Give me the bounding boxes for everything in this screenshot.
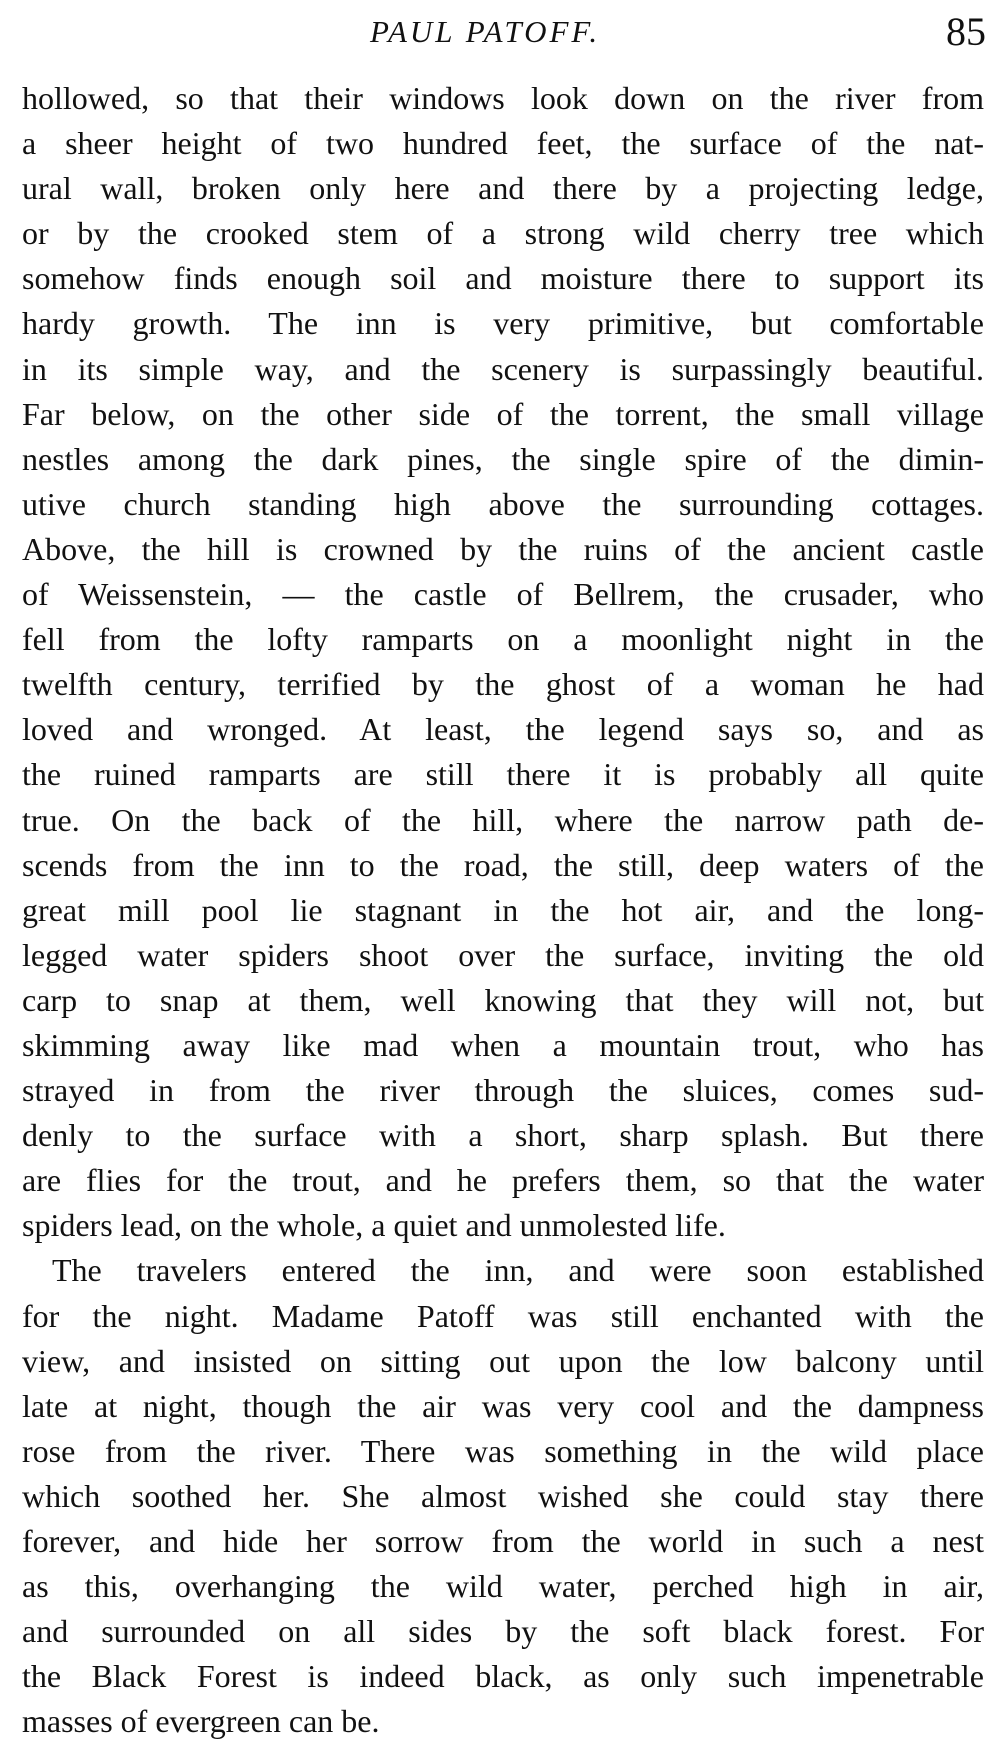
text-line: a sheer height of two hundred feet, the surface of the nat-: [22, 125, 984, 162]
paragraph-start-line: The travelers entered the inn, and were soon established: [52, 1252, 984, 1289]
paragraph-end-line: masses of evergreen can be.: [22, 1703, 380, 1740]
text-line: and surrounded on all sides by the soft black forest. For: [22, 1613, 984, 1650]
text-line: Far below, on the other side of the torrent, the small village: [22, 395, 984, 432]
text-line: which soothed her. She almost wished she could stay there: [22, 1477, 984, 1514]
text-line: ural wall, broken only here and there by a projecting ledge,: [22, 170, 984, 207]
text-line: great mill pool lie stagnant in the hot air, and the long-: [22, 891, 984, 928]
text-line: true. On the back of the hill, where the narrow path de-: [22, 801, 984, 838]
text-line: for the night. Madame Patoff was still enchanted with the: [22, 1297, 984, 1334]
text-line: loved and wronged. At least, the legend says so, and as: [22, 711, 984, 748]
text-line: nestles among the dark pines, the single spire of the dimin-: [22, 440, 984, 477]
text-line: twelfth century, terrified by the ghost of a woman he had: [22, 666, 984, 703]
text-line: or by the crooked stem of a strong wild cherry tree which: [22, 215, 984, 252]
text-line: the Black Forest is indeed black, as only such impenetrable: [22, 1658, 984, 1695]
text-line: legged water spiders shoot over the surface, inviting the old: [22, 936, 984, 973]
text-line: Above, the hill is crowned by the ruins of the ancient castle: [22, 530, 984, 567]
text-line: scends from the inn to the road, the still, deep waters of the: [22, 846, 984, 883]
text-line: strayed in from the river through the sluices, comes sud-: [22, 1072, 984, 1109]
text-line: view, and insisted on sitting out upon the low balcony until: [22, 1342, 984, 1379]
text-line: hardy growth. The inn is very primitive, but comfortable: [22, 305, 984, 342]
body-text: [22, 76, 984, 1744]
text-line: as this, overhanging the wild water, perched high in air,: [22, 1568, 984, 1605]
page-number: 85: [946, 9, 986, 54]
text-line: skimming away like mad when a mountain trout, who has: [22, 1026, 984, 1063]
text-line: are flies for the trout, and he prefers them, so that the water: [22, 1162, 984, 1199]
text-line: forever, and hide her sorrow from the world in such a nest: [22, 1523, 984, 1559]
text-line: fell from the lofty ramparts on a moonlight night in the: [22, 621, 984, 658]
paragraph-end-line: spiders lead, on the whole, a quiet and unmolested life.: [22, 1207, 726, 1244]
text-line: the ruined ramparts are still there it is probably all quite: [22, 756, 984, 793]
text-line: denly to the surface with a short, sharp splash. But there: [22, 1117, 984, 1154]
running-title: PAUL PATOFF.: [370, 14, 601, 49]
running-head: [0, 8, 1000, 58]
text-line: of Weissenstein, — the castle of Bellrem, the crusader, who: [22, 576, 984, 613]
text-line: in its simple way, and the scenery is surpassingly beautiful.: [22, 350, 984, 387]
text-line: utive church standing high above the surrounding cottages.: [22, 485, 984, 522]
text-line: rose from the river. There was something in the wild place: [22, 1432, 984, 1469]
text-line: carp to snap at them, well knowing that they will not, but: [22, 981, 984, 1018]
text-line: hollowed, so that their windows look down on the river from: [22, 80, 984, 116]
text-line: late at night, though the air was very cool and the dampness: [22, 1387, 984, 1424]
text-line: somehow finds enough soil and moisture there to support its: [22, 260, 984, 297]
